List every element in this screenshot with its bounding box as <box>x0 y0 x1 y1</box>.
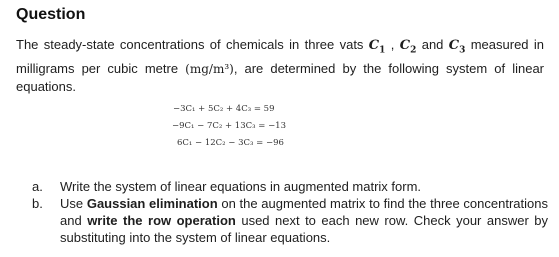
task-a-marker: a. <box>32 179 43 194</box>
task-b-text: Use Gaussian elimination on the augmented matrix to find the three concentrations and write the row operation used next to each new row. Check your answer by substituting into the system of linear equations. <box>60 196 548 245</box>
variable-c3: $C_3$ <box>448 38 466 56</box>
intro-separator-1: , <box>385 37 400 52</box>
task-list <box>32 178 548 246</box>
equation-system <box>173 101 286 152</box>
task-b-marker: b. <box>32 196 43 211</box>
intro-text-3: , are determined by the following system of linear equations. <box>16 60 544 94</box>
equation-3: 6C₁ − 12C₂ − 3C₃ = −96 <box>177 138 284 148</box>
equation-1: −3C₁ + 5C₂ + 4C₃ = 59 <box>173 104 275 114</box>
variable-c1: $C_1$ <box>368 38 386 56</box>
equation-2: −9C₁ − 7C₂ + 13C₃ = −13 <box>172 121 287 131</box>
emphasis-row-operation: write the row operation <box>87 213 236 228</box>
question-intro <box>16 36 544 95</box>
variable-c2: $C_2$ <box>399 38 417 56</box>
task-b <box>32 195 548 246</box>
intro-separator-2: and <box>416 37 449 52</box>
emphasis-gaussian-elimination: Gaussian elimination <box>86 196 218 211</box>
intro-text-2: measured in milligrams per cubic metre <box>16 37 544 76</box>
task-a-text: Write the system of linear equations in augmented matrix form. <box>60 179 422 194</box>
intro-text-1: The steady-state concentrations of chemicals in three vats <box>16 37 369 52</box>
task-a <box>32 178 548 195</box>
unit-label: (mg/m³) <box>185 61 234 76</box>
question-heading: Question <box>16 6 86 23</box>
